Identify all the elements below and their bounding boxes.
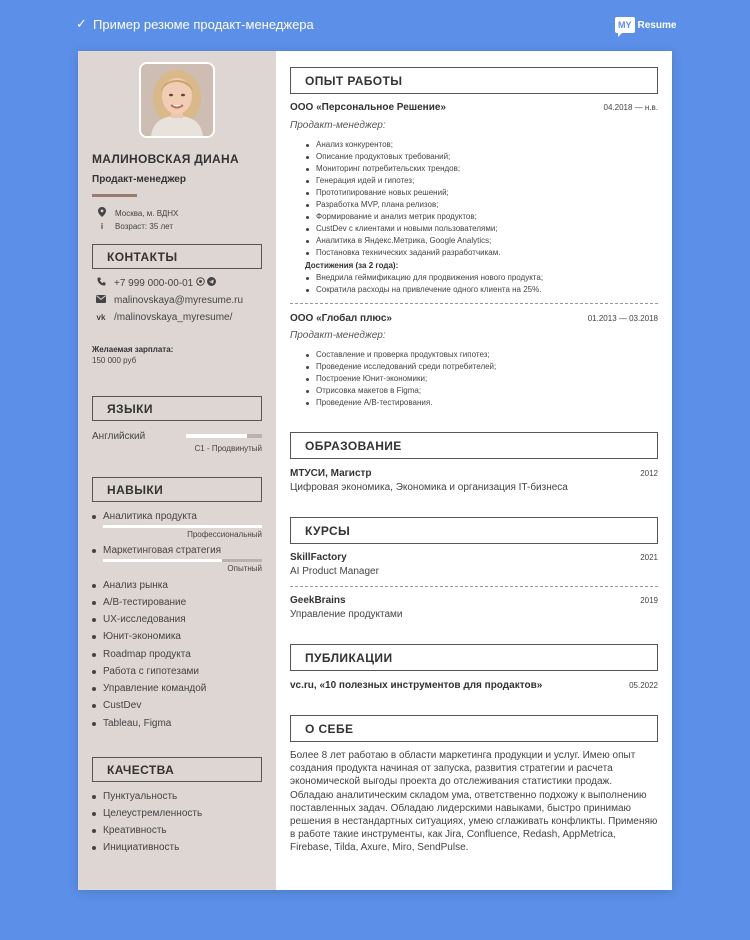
achievements-label: Достижения (за 2 года):: [305, 261, 399, 270]
resume-sheet: [78, 51, 672, 890]
duty-item: Анализ конкурентов;: [306, 139, 500, 151]
candidate-role: Продакт-менеджер: [92, 174, 186, 185]
mail-icon: [95, 295, 107, 306]
skill-name: CustDev: [103, 700, 142, 711]
phone-text: +7 999 000-00-01: [114, 277, 194, 289]
skill-level-bar: [103, 559, 262, 562]
publications-title: ПУБЛИКАЦИИ: [305, 651, 393, 665]
email-row[interactable]: [95, 295, 243, 306]
contacts-title: КОНТАКТЫ: [107, 250, 178, 264]
duty-item: Построение Юнит-экономики;: [306, 373, 496, 385]
experience-title: ОПЫТ РАБОТЫ: [305, 74, 403, 88]
language-level: C1 - Продвинутый: [194, 444, 262, 453]
vk-icon: vk: [96, 313, 106, 322]
skill-item: [92, 666, 199, 677]
whatsapp-icon[interactable]: [196, 277, 205, 289]
vk-text: /malinovskaya_myresume/: [114, 312, 233, 323]
courses-title: КУРСЫ: [305, 524, 351, 538]
quality-item: [92, 791, 177, 802]
languages-section-header: [92, 396, 262, 421]
course-provider: GeekBrains: [290, 595, 346, 606]
check-icon: ✓: [76, 16, 87, 31]
duty-item: Разработка MVP, плана релизов;: [306, 199, 500, 211]
salary-label: Желаемая зарплата:: [92, 345, 174, 354]
duty-item: Мониторинг потребительских трендов;: [306, 163, 500, 175]
job-duties: [306, 349, 496, 409]
top-bar: [0, 0, 750, 50]
info-icon: i: [100, 222, 104, 231]
duty-item: Составление и проверка продуктовых гипотез;: [306, 349, 496, 361]
duty-item: Проведение A/B-тестирования.: [306, 397, 496, 409]
course-year: 2019: [640, 596, 658, 605]
skill-name: Tableau, Figma: [103, 718, 172, 729]
skill-name: Аналитика продукта: [103, 511, 197, 522]
skill-name: Юнит-экономика: [103, 631, 181, 642]
skill-item: [92, 649, 191, 660]
about-title: О СЕБЕ: [305, 722, 354, 736]
telegram-icon[interactable]: [207, 277, 216, 289]
salary-value: 150 000 руб: [92, 356, 137, 365]
skill-item: [92, 580, 168, 591]
job-dates: 01.2013 — 03.2018: [587, 314, 658, 323]
language-name: Английский: [92, 431, 146, 442]
job-company: ООО «Персональное Решение»: [290, 102, 446, 113]
resume-main: [276, 51, 672, 890]
age-text: Возраст: 35 лет: [115, 222, 174, 231]
quality-item: [92, 808, 202, 819]
publication-date: 05.2022: [629, 681, 658, 690]
divider: [290, 586, 658, 587]
publications-section-header: [290, 644, 658, 671]
job-company: ООО «Глобал плюс»: [290, 313, 392, 324]
quality-item: [92, 825, 167, 836]
candidate-name: МАЛИНОВСКАЯ ДИАНА: [92, 152, 239, 166]
resume-sidebar: [78, 51, 276, 890]
quality-item: [92, 842, 179, 853]
achievement-item: Внедрила геймификацию для продвижения нового продукта;: [306, 272, 543, 284]
divider: [290, 303, 658, 304]
skill-level-bar: [103, 525, 262, 528]
education-institution: МТУСИ, Магистр: [290, 468, 372, 479]
vk-row[interactable]: [95, 312, 232, 323]
skill-item: [92, 597, 186, 608]
quality-name: Креативность: [103, 825, 167, 836]
skill-level: Опытный: [227, 564, 262, 573]
age-row: [96, 222, 173, 231]
duty-item: Аналитика в Яндекс.Метрика, Google Analytics;: [306, 235, 500, 247]
skill-item: [92, 683, 206, 694]
qualities-section-header: [92, 757, 262, 782]
skill-name: Roadmap продукта: [103, 649, 191, 660]
skills-title: НАВЫКИ: [107, 483, 164, 497]
skill-item: [92, 614, 186, 625]
skill-item: [92, 700, 141, 711]
experience-section-header: [290, 67, 658, 94]
location-pin-icon: [96, 207, 108, 219]
email-text: malinovskaya@myresume.ru: [114, 295, 244, 306]
job-title: Продакт-менеджер:: [290, 120, 386, 131]
duty-item: Формирование и анализ метрик продуктов;: [306, 211, 500, 223]
duty-item: Генерация идей и гипотез;: [306, 175, 500, 187]
education-year: 2012: [640, 469, 658, 478]
achievement-item: Сократила расходы на привлечение одного клиента на 25%.: [306, 284, 543, 296]
achievements-list: [306, 272, 543, 296]
education-title: ОБРАЗОВАНИЕ: [305, 439, 402, 453]
course-provider: SkillFactory: [290, 552, 347, 563]
brand-resume: Resume: [637, 19, 677, 31]
location-text: Москва, м. ВДНХ: [115, 208, 179, 218]
skill-name: Управление командой: [103, 683, 207, 694]
duty-item: Проведение исследований среди потребителей;: [306, 361, 496, 373]
skill-level: Профессиональный: [187, 530, 262, 539]
skills-section-header: [92, 477, 262, 502]
skill-name: Работа с гипотезами: [103, 666, 199, 677]
course-year: 2021: [640, 553, 658, 562]
phone-row[interactable]: [95, 277, 216, 289]
languages-title: ЯЗЫКИ: [107, 402, 153, 416]
duty-item: Постановка технических заданий разработчикам.: [306, 247, 500, 259]
skill-item: [92, 511, 197, 522]
duty-item: Прототипирование новых решений;: [306, 187, 500, 199]
phone-icon: [95, 277, 107, 289]
about-section-header: [290, 715, 658, 742]
job-duties: [306, 139, 500, 259]
course-name: AI Product Manager: [290, 566, 379, 577]
duty-item: CustDev с клиентами и новыми пользователями;: [306, 223, 500, 235]
education-program: Цифровая экономика, Экономика и организация IT-бизнеса: [290, 482, 568, 493]
location-row: [96, 207, 178, 219]
skill-name: UX-исследования: [103, 614, 186, 625]
skill-name: A/B-тестирование: [103, 597, 187, 608]
quality-name: Целеустремленность: [103, 808, 203, 819]
qualities-title: КАЧЕСТВА: [107, 763, 175, 777]
publication-item: vc.ru, «10 полезных инструментов для продактов»: [290, 680, 543, 691]
brand-logo[interactable]: [615, 15, 676, 35]
role-underline: [92, 194, 137, 197]
job-dates: 04.2018 — н.в.: [603, 103, 658, 112]
duty-item: Описание продуктовых требований;: [306, 151, 500, 163]
courses-section-header: [290, 517, 658, 544]
brand-my: MY: [615, 17, 635, 33]
about-text: Более 8 лет работаю в области маркетинга продукции и услуг. Имею опыт создания продукта начиная от запуска, развития стратегии и расчета экономической выгоды проекта до отслеживания статистики продаж. Обладаю аналитическим складом ума, ответственно подхожу к выполнению поставленных задач. Обладаю лидерскими навыками, быстро принимаю решения в нестандартных ситуациях, умею сглаживать конфликты. Применяю в работе такие инструменты, как Jira, Confluence, Redash, AppMetrica, Firebase, Tilda, Axure, Miro, SendPulse.: [290, 750, 658, 854]
skill-item: [92, 545, 221, 556]
language-level-bar: [186, 434, 262, 438]
skill-name: Анализ рынка: [103, 580, 168, 591]
quality-name: Инициативность: [103, 842, 180, 853]
quality-name: Пунктуальность: [103, 791, 178, 802]
duty-item: Отрисовка макетов в Figma;: [306, 385, 496, 397]
page-caption: Пример резюме продакт-менеджера: [93, 17, 314, 32]
profile-photo: [139, 62, 215, 138]
skill-item: [92, 718, 171, 729]
job-title: Продакт-менеджер:: [290, 330, 386, 341]
skill-item: [92, 631, 181, 642]
contacts-section-header: [92, 244, 262, 269]
course-name: Управление продуктами: [290, 609, 403, 620]
education-section-header: [290, 432, 658, 459]
skill-name: Маркетинговая стратегия: [103, 545, 222, 556]
